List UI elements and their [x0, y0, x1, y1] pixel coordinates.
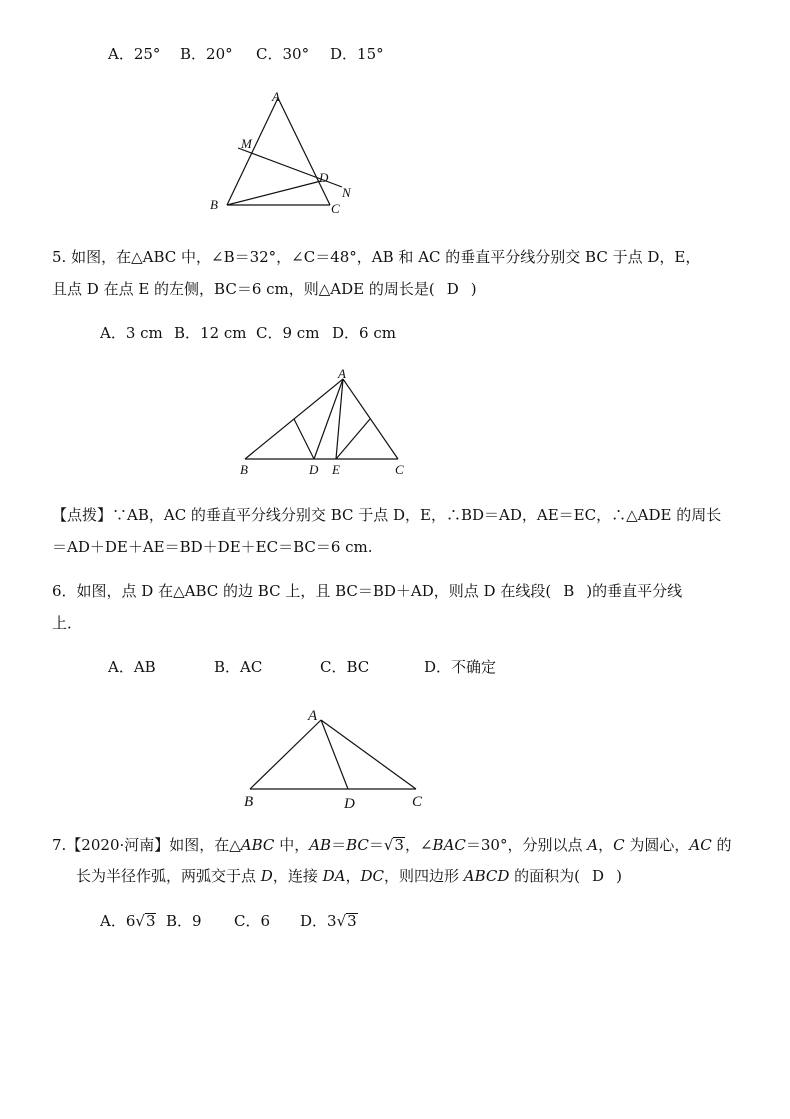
q7-text-11: A — [587, 836, 599, 854]
q4-option-c: C．30° — [256, 45, 310, 63]
q7-line2-text-a: 长为半径作弧，两弧交于点 — [76, 867, 261, 885]
q6-figure — [238, 703, 438, 815]
q7-option-d-prefix: D．3√ — [300, 912, 347, 930]
q7-text-2: ABC — [240, 836, 275, 854]
q4-segment-bd — [227, 181, 321, 205]
q7-option-a — [100, 911, 166, 931]
q4-label-b: B — [210, 197, 218, 212]
q4-label-d: D — [319, 170, 329, 185]
q5-stem-text: 且点 D 在点 E 的左侧，BC＝6 cm，则△ADE 的周长是( — [52, 280, 435, 298]
q5-label-b: B — [240, 462, 248, 477]
q7-stem-line1 — [52, 835, 731, 855]
q5-side-ac — [343, 379, 398, 459]
q5-options — [100, 323, 396, 343]
q4-option-a: A．25° — [108, 45, 161, 63]
q5-segment-ae — [336, 379, 343, 459]
q6-option-b: B．AC — [214, 658, 263, 676]
q7-text-9: BAC — [432, 836, 466, 854]
q7-option-a-radicand: 3 — [145, 912, 156, 930]
q5-option-a: A．3 cm — [100, 324, 163, 342]
q7-line2-text-g: ，则四边形 — [383, 867, 464, 885]
q7-option-c: C．6 — [234, 912, 271, 930]
q7-text-4: AB — [309, 836, 332, 854]
q7-answer: D — [592, 867, 605, 885]
q5-hint-line2: ＝AD＋DE＋AE＝BD＋DE＋EC＝BC＝6 cm. — [52, 538, 373, 556]
q6-label-b: B — [244, 794, 254, 810]
q6-stem-line1 — [52, 581, 682, 601]
q5-close-paren: ) — [470, 280, 477, 298]
q6-label-c: C — [412, 794, 423, 810]
q4-label-m: M — [241, 136, 252, 151]
q7-text-3: 中， — [274, 836, 310, 854]
q7-option-d — [300, 911, 358, 931]
q6-stem-text: 6．如图，点 D 在△ABC 的边 BC 上，且 BC＝BD＋AD，则点 D 在线段( — [52, 582, 552, 600]
q7-options — [100, 911, 358, 931]
q7-text-13: C — [613, 836, 625, 854]
q6-stem-line2: 上． — [52, 614, 83, 632]
q7-text-16: 的 — [711, 836, 732, 854]
q4-side-ab — [227, 98, 278, 205]
q6-stem-text-after: )的垂直平分线 — [586, 582, 683, 600]
q6-label-a: A — [308, 708, 318, 724]
q7-text-15: AC — [689, 836, 712, 854]
q5-label-c: C — [395, 462, 404, 477]
q7-close-paren: ) — [616, 867, 622, 885]
q4-options — [108, 44, 384, 64]
q7-text-12: ， — [598, 836, 614, 854]
q5-stem-line2 — [52, 279, 477, 299]
q7-option-b: B．9 — [166, 912, 202, 930]
q7-text-8: ，∠ — [404, 836, 433, 854]
q4-option-d: D．15° — [330, 45, 384, 63]
q5-figure — [230, 362, 420, 482]
q4-label-n: N — [342, 185, 351, 200]
q6-label-d: D — [344, 796, 355, 812]
q7-text-14: 为圆心， — [624, 836, 690, 854]
q7-sqrt-radicand: 3 — [394, 836, 404, 854]
q6-side-ab — [250, 720, 321, 789]
q6-option-c: C．BC — [320, 658, 370, 676]
q5-bisector-ac — [336, 419, 370, 459]
q5-bisector-ab — [294, 419, 314, 459]
q4-label-a: A — [272, 89, 280, 104]
q7-line2-text-i: 的面积为( — [509, 867, 581, 885]
q7-sqrt-sign: ＝√ — [368, 836, 394, 854]
q4-label-c: C — [331, 201, 340, 216]
q5-label-d: D — [309, 462, 319, 477]
q7-option-d-radicand: 3 — [347, 912, 357, 930]
q7-text-1: 7.【2020·河南】如图，在△ — [52, 836, 241, 854]
q7-text-10: ＝30°，分别以点 — [465, 836, 588, 854]
q5-option-c: C．9 cm — [256, 324, 320, 342]
q6-answer: B — [563, 582, 575, 600]
q5-answer: D — [446, 280, 459, 298]
q7-line2-text-c: ，连接 — [272, 867, 323, 885]
q5-label-a: A — [338, 366, 346, 381]
q6-options — [108, 657, 496, 677]
q7-line2-text-d: DA — [322, 867, 346, 885]
q7-text-6: BC — [346, 836, 369, 854]
q7-text-5: ＝ — [331, 836, 347, 854]
q7-option-a-prefix: A．6√ — [100, 912, 145, 930]
q7-line2-text-b: D — [260, 867, 273, 885]
q6-option-a: A．AB — [108, 658, 156, 676]
q4-figure — [200, 85, 370, 220]
q5-option-d: D．6 cm — [332, 324, 396, 342]
q7-line2-text-h: ABCD — [463, 867, 510, 885]
q7-line2-text-e: ， — [345, 867, 361, 885]
q7-stem-line2 — [76, 866, 622, 886]
q7-line2-text-f: DC — [360, 867, 384, 885]
q5-stem-line1: 5. 如图，在△ABC 中，∠B＝32°，∠C＝48°，AB 和 AC 的垂直平分线分别交 BC 于点 D，E， — [52, 248, 701, 266]
q6-option-d: D．不确定 — [424, 658, 497, 676]
q4-option-b: B．20° — [180, 45, 233, 63]
q5-option-b: B．12 cm — [174, 324, 247, 342]
q5-label-e: E — [332, 462, 340, 477]
q4-side-ac — [278, 98, 330, 205]
q5-hint-line1: 【点拨】∵AB，AC 的垂直平分线分别交 BC 于点 D，E，∴BD＝AD，AE＝EC，∴△ADE 的周长 — [52, 506, 722, 524]
q6-side-ac — [321, 720, 416, 789]
